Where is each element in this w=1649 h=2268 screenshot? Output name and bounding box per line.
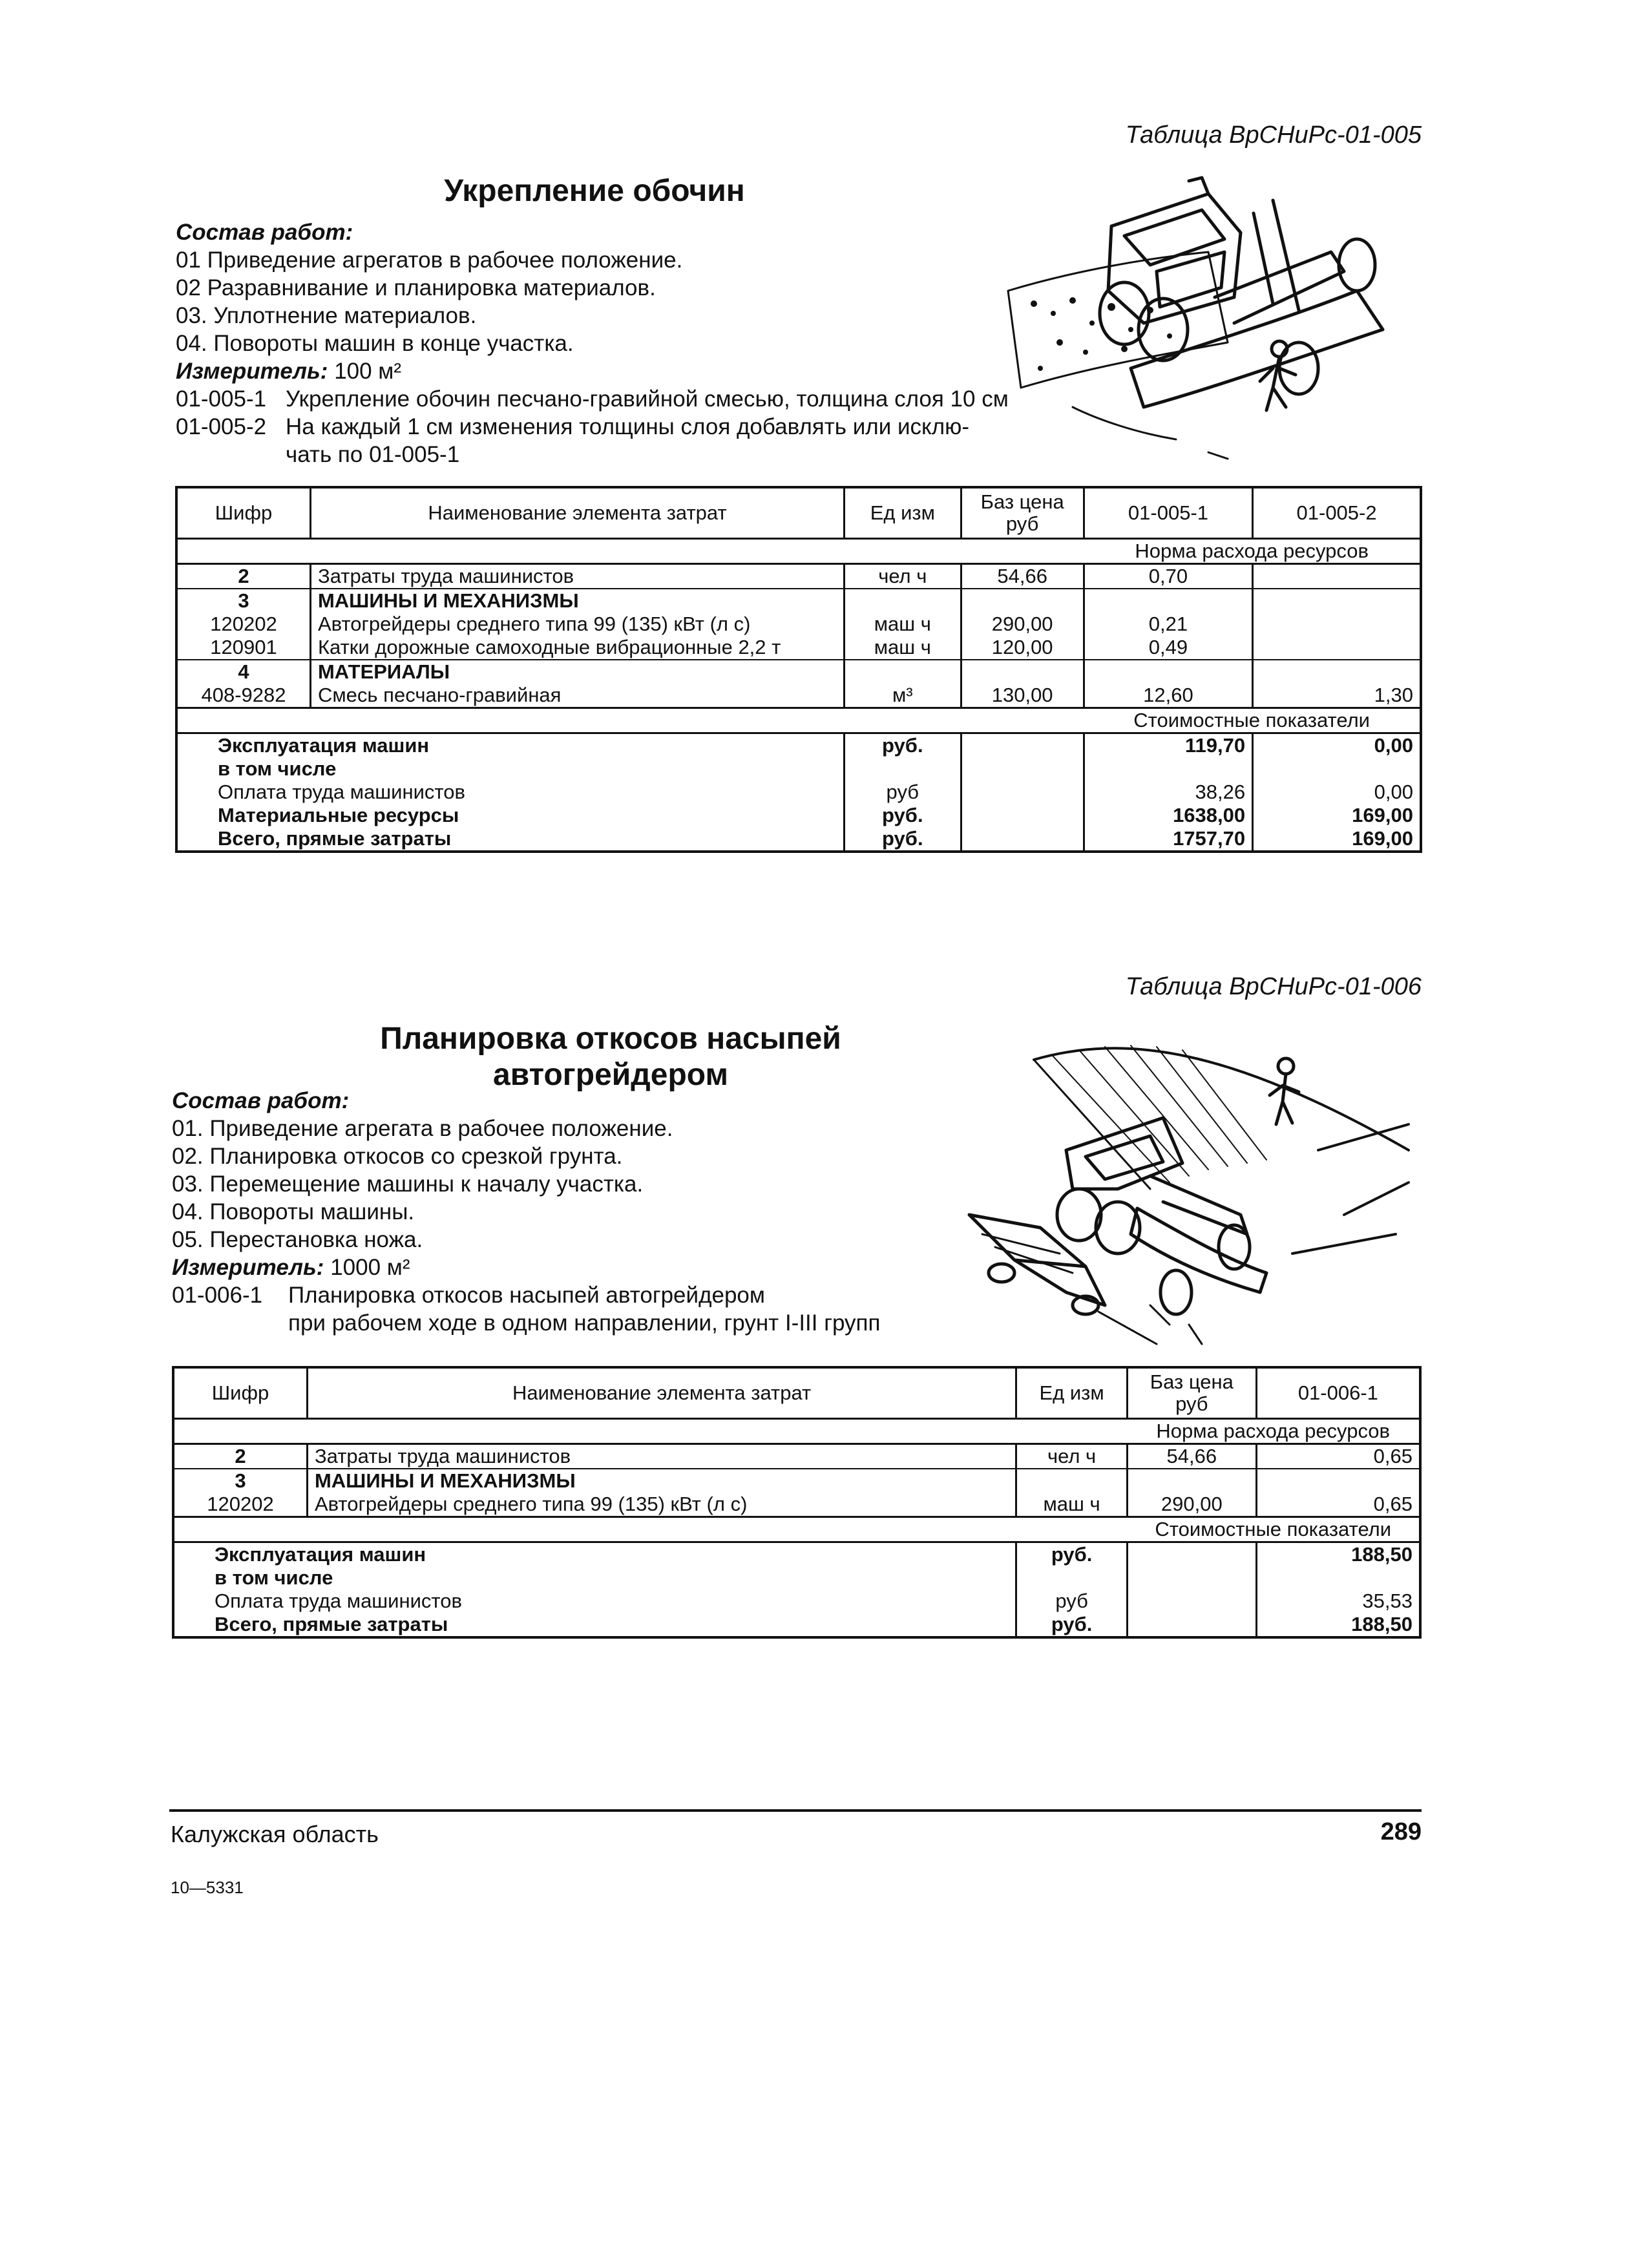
item-text: чать по 01-005-1 [286, 442, 460, 467]
row-value-2: 1,30 [1253, 684, 1421, 708]
cost-row [176, 781, 1421, 804]
row-value-1: 0,65 [1256, 1493, 1420, 1517]
work-item: 02. Планировка откосов со срезкой грунта. [172, 1144, 623, 1169]
row-unit: маш ч [845, 613, 961, 636]
row-unit: маш ч [1016, 1493, 1128, 1517]
row-code: 120202 [176, 613, 310, 636]
work-item: 05. Перестановка ножа. [172, 1227, 423, 1252]
resource-table-01-005 [175, 486, 1422, 853]
cost-value-1: 1757,70 [1084, 827, 1252, 852]
row-code: 2 [173, 1444, 307, 1469]
row-value-1: 12,60 [1084, 684, 1252, 708]
table-row [176, 564, 1421, 589]
row-value-2 [1253, 613, 1421, 636]
cost-label: Стоимостные показатели [1084, 708, 1421, 733]
item-line [172, 1281, 1012, 1309]
header-unit: Ед изм [1016, 1367, 1128, 1419]
table-row [176, 660, 1421, 684]
table-ref-01-005: Таблица ВрСНиРс-01-005 [1125, 121, 1422, 149]
row-code: 408-9282 [176, 684, 310, 708]
row-code: 3 [176, 589, 310, 613]
cost-value-2: 0,00 [1253, 781, 1421, 804]
row-value-1: 0,21 [1084, 613, 1252, 636]
item-code: 01-006-1 [172, 1283, 263, 1308]
row-unit: чел ч [845, 564, 961, 589]
row-name: Затраты труда машинистов [307, 1444, 1016, 1469]
cost-row [176, 804, 1421, 827]
cost-name: Оплата труда машинистов [176, 781, 845, 804]
section-title-01-005: Укрепление обочин [444, 174, 745, 208]
item-line [176, 413, 1080, 441]
row-code: 2 [176, 564, 310, 589]
item-line-cont [176, 441, 1080, 468]
cost-value-1: 1638,00 [1084, 804, 1252, 827]
print-code: 10—5331 [171, 1878, 244, 1897]
row-value-1: 0,70 [1084, 564, 1252, 589]
cost-value-1: 38,26 [1084, 781, 1252, 804]
cost-row [173, 1566, 1420, 1590]
table-row [176, 589, 1421, 613]
slope-grader-illustration [956, 1021, 1422, 1357]
row-value-1: 0,65 [1256, 1444, 1420, 1469]
table-header-row [176, 487, 1421, 539]
header-code: Шифр [173, 1367, 307, 1419]
table-ref-01-006: Таблица ВрСНиРс-01-006 [1125, 973, 1422, 1000]
row-code: 120202 [173, 1493, 307, 1517]
composition-label: Состав работ: [176, 220, 353, 245]
row-price: 290,00 [1127, 1493, 1256, 1517]
footer-divider [169, 1809, 1422, 1812]
table-row [176, 613, 1421, 636]
work-item: 02 Разравнивание и планировка материалов. [176, 275, 656, 300]
row-price: 130,00 [961, 684, 1084, 708]
cost-row [176, 757, 1421, 781]
measure-label: Измеритель: [176, 359, 328, 384]
item-line [176, 385, 1080, 413]
header-unit: Ед изм [845, 487, 961, 539]
norm-section-row [176, 539, 1421, 564]
work-composition-01-006 [172, 1087, 1012, 1337]
header-col-2: 01-005-2 [1253, 487, 1421, 539]
row-unit: маш ч [845, 636, 961, 660]
page-number: 289 [1380, 1818, 1422, 1845]
motor-grader-illustration [995, 174, 1409, 472]
resource-table-01-006 [172, 1366, 1422, 1639]
cost-unit: руб. [845, 733, 961, 758]
cost-name: Эксплуатация машин [176, 733, 845, 758]
header-name: Наименование элемента затрат [307, 1367, 1016, 1419]
item-code: 01-005-1 [176, 386, 267, 412]
table-row [176, 636, 1421, 660]
row-name: Затраты труда машинистов [310, 564, 844, 589]
row-price: 54,66 [961, 564, 1084, 589]
section-title-line: автогрейдером [493, 1058, 728, 1092]
cost-name: Материальные ресурсы [176, 804, 845, 827]
header-col-1: 01-006-1 [1256, 1367, 1420, 1419]
cost-row [176, 827, 1421, 852]
cost-row [176, 733, 1421, 758]
row-unit: м³ [845, 684, 961, 708]
cost-row [173, 1613, 1420, 1637]
item-code: 01-005-2 [176, 414, 267, 439]
footer-region: Калужская область [171, 1821, 379, 1847]
item-text: Укрепление обочин песчано-гравийной смесью, толщина слоя 10 см [286, 386, 1009, 412]
row-code: 4 [176, 660, 310, 684]
row-code: 3 [173, 1469, 307, 1493]
row-name: Смесь песчано-гравийная [310, 684, 844, 708]
measure-line [176, 357, 1080, 385]
header-price: Баз цена руб [1127, 1367, 1256, 1419]
item-text: На каждый 1 см изменения толщины слоя добавлять или исклю- [286, 414, 970, 439]
section-title-line: Планировка откосов насыпей [380, 1022, 841, 1056]
cost-name: в том числе [176, 757, 845, 781]
row-code: 120901 [176, 636, 310, 660]
table-row [176, 684, 1421, 708]
row-name: МАШИНЫ И МЕХАНИЗМЫ [310, 589, 844, 613]
cost-section-row [176, 708, 1421, 733]
norm-label: Норма расхода ресурсов [1084, 539, 1421, 564]
row-name: Автогрейдеры среднего типа 99 (135) кВт (л с) [307, 1493, 1016, 1517]
measure-line [172, 1254, 1012, 1281]
table-row [173, 1469, 1420, 1493]
work-item: 04. Повороты машины. [172, 1199, 415, 1224]
header-price: Баз цена руб [961, 487, 1084, 539]
row-value-2 [1253, 564, 1421, 589]
cost-unit: руб [845, 781, 961, 804]
cost-name: Всего, прямые затраты [173, 1613, 1016, 1637]
cost-unit: руб [1016, 1590, 1128, 1613]
row-unit: чел ч [1016, 1444, 1128, 1469]
work-item: 04. Повороты машин в конце участка. [176, 331, 574, 356]
header-col-1: 01-005-1 [1084, 487, 1252, 539]
cost-value-2: 169,00 [1253, 827, 1421, 852]
row-value-1: 0,49 [1084, 636, 1252, 660]
cost-value-2: 169,00 [1253, 804, 1421, 827]
item-text: Планировка откосов насыпей автогрейдером [288, 1283, 765, 1308]
cost-name: Всего, прямые затраты [176, 827, 845, 852]
cost-row [173, 1542, 1420, 1567]
row-name: МАШИНЫ И МЕХАНИЗМЫ [307, 1469, 1016, 1493]
row-name: Автогрейдеры среднего типа 99 (135) кВт (л с) [310, 613, 844, 636]
item-text: при рабочем ходе в одном направлении, грунт I-III групп [288, 1310, 881, 1336]
section-title-01-006 [304, 1021, 918, 1093]
cost-unit: руб. [845, 827, 961, 852]
measure-value: 1000 м² [330, 1255, 410, 1280]
cost-label: Стоимостные показатели [1127, 1517, 1420, 1542]
cost-unit: руб. [845, 804, 961, 827]
cost-value-1: 35,53 [1256, 1590, 1420, 1613]
cost-unit: руб. [1016, 1542, 1128, 1567]
cost-name: Оплата труда машинистов [173, 1590, 1016, 1613]
work-item: 03. Уплотнение материалов. [176, 303, 477, 328]
header-code: Шифр [176, 487, 310, 539]
row-value-2 [1253, 636, 1421, 660]
work-item: 03. Перемещение машины к началу участка. [172, 1171, 644, 1197]
composition-label: Состав работ: [172, 1088, 350, 1113]
row-name: МАТЕРИАЛЫ [310, 660, 844, 684]
cost-value-1: 188,50 [1256, 1542, 1420, 1567]
table-row [173, 1493, 1420, 1517]
work-composition-01-005 [176, 218, 1080, 468]
item-line-cont [172, 1309, 1012, 1337]
cost-value-1: 188,50 [1256, 1613, 1420, 1637]
cost-name: Эксплуатация машин [173, 1542, 1016, 1567]
norm-label: Норма расхода ресурсов [1127, 1419, 1420, 1444]
row-price: 290,00 [961, 613, 1084, 636]
table-row [173, 1444, 1420, 1469]
table-header-row [173, 1367, 1420, 1419]
cost-value-1: 119,70 [1084, 733, 1252, 758]
cost-section-row [173, 1517, 1420, 1542]
work-item: 01 Приведение агрегатов в рабочее положение. [176, 247, 683, 273]
row-name: Катки дорожные самоходные вибрационные 2,2 т [310, 636, 844, 660]
norm-section-row [173, 1419, 1420, 1444]
header-name: Наименование элемента затрат [310, 487, 844, 539]
work-item: 01. Приведение агрегата в рабочее положение. [172, 1116, 673, 1141]
cost-value-2: 0,00 [1253, 733, 1421, 758]
cost-name: в том числе [173, 1566, 1016, 1590]
measure-value: 100 м² [334, 359, 402, 384]
cost-unit: руб. [1016, 1613, 1128, 1637]
cost-row [173, 1590, 1420, 1613]
measure-label: Измеритель: [172, 1255, 324, 1280]
row-price: 120,00 [961, 636, 1084, 660]
row-price: 54,66 [1127, 1444, 1256, 1469]
